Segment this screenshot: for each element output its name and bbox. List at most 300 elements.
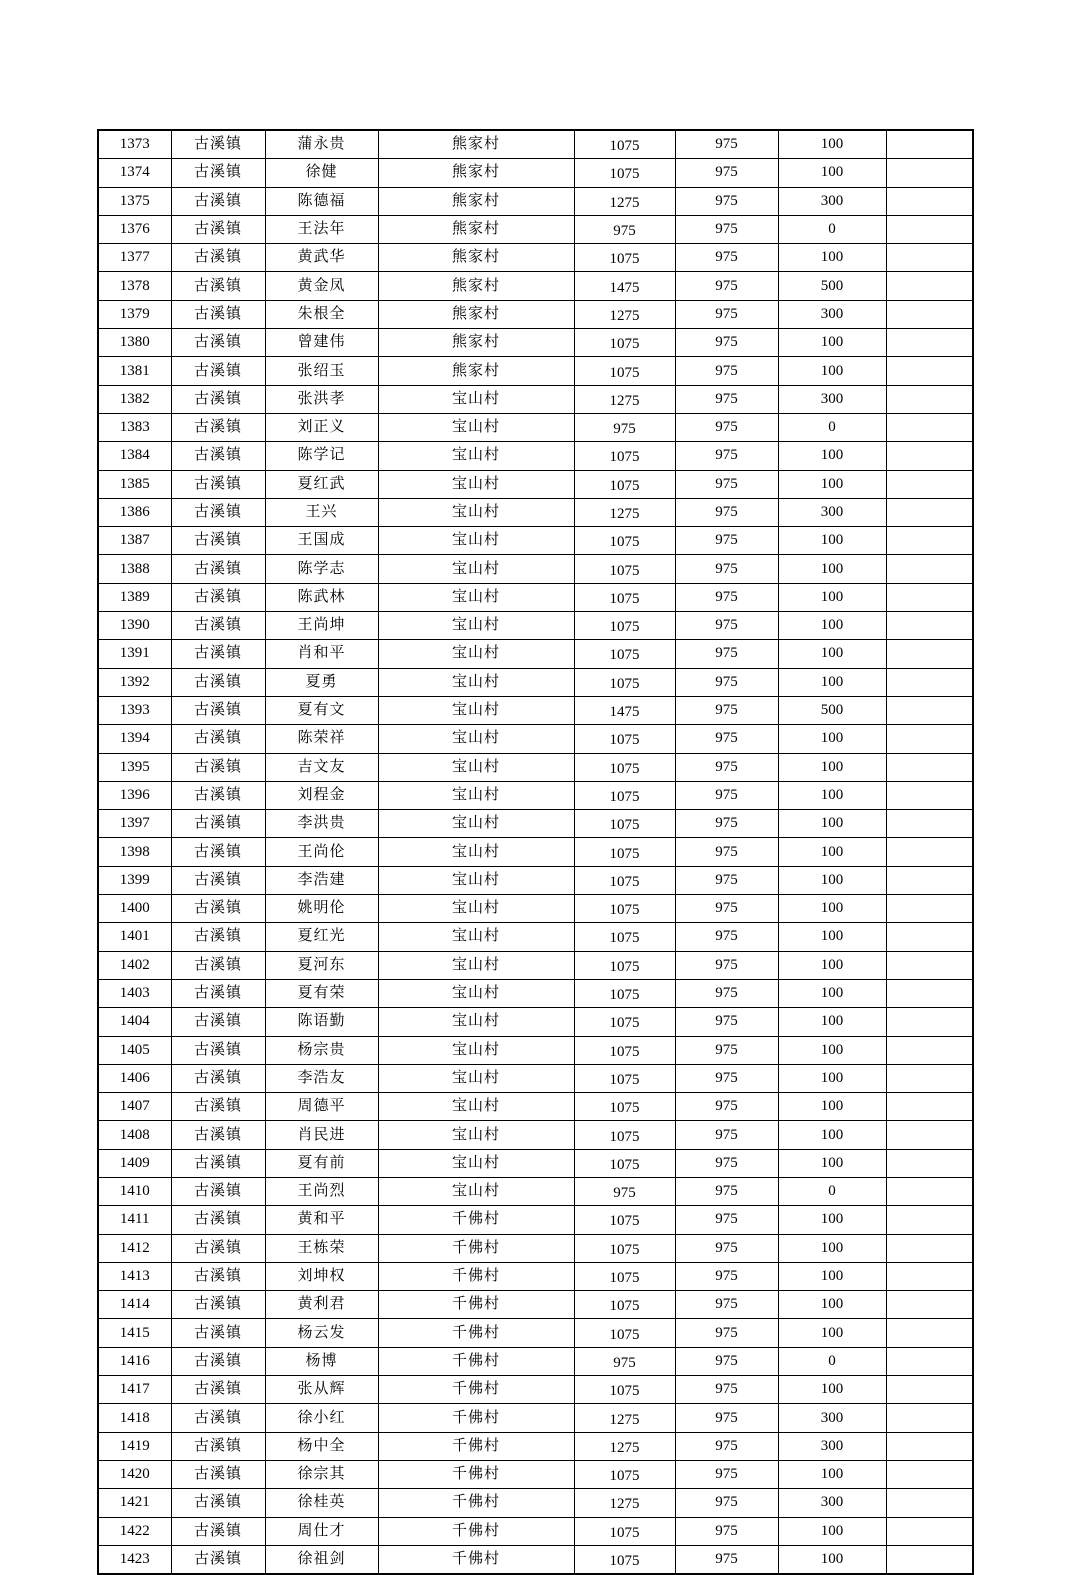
cell-amount-b: 975	[675, 1460, 778, 1488]
cell-remark	[886, 413, 973, 441]
cell-town: 古溪镇	[171, 725, 265, 753]
cell-number: 1403	[98, 979, 171, 1007]
cell-amount-b: 975	[675, 329, 778, 357]
cell-amount-diff: 0	[778, 215, 886, 243]
cell-remark	[886, 640, 973, 668]
cell-remark	[886, 1064, 973, 1092]
cell-name: 黄利君	[265, 1291, 378, 1319]
cell-village: 千佛村	[378, 1291, 574, 1319]
cell-amount-b: 975	[675, 979, 778, 1007]
cell-amount-a: 975	[574, 413, 675, 441]
cell-name: 王尚伦	[265, 838, 378, 866]
cell-town: 古溪镇	[171, 612, 265, 640]
cell-name: 周仕才	[265, 1517, 378, 1545]
cell-amount-diff: 100	[778, 1093, 886, 1121]
cell-number: 1383	[98, 413, 171, 441]
cell-amount-b: 975	[675, 781, 778, 809]
cell-town: 古溪镇	[171, 470, 265, 498]
table-row	[98, 1517, 973, 1545]
cell-amount-b: 975	[675, 696, 778, 724]
cell-amount-b: 975	[675, 1036, 778, 1064]
cell-village: 宝山村	[378, 527, 574, 555]
cell-name: 夏红光	[265, 923, 378, 951]
cell-village: 千佛村	[378, 1432, 574, 1460]
cell-number: 1381	[98, 357, 171, 385]
cell-number: 1420	[98, 1460, 171, 1488]
table-row	[98, 1121, 973, 1149]
cell-remark	[886, 583, 973, 611]
cell-number: 1374	[98, 159, 171, 187]
table-row	[98, 725, 973, 753]
table-row	[98, 951, 973, 979]
table-row	[98, 1489, 973, 1517]
cell-amount-b: 975	[675, 640, 778, 668]
cell-name: 张从辉	[265, 1376, 378, 1404]
cell-amount-a: 975	[574, 215, 675, 243]
cell-amount-a: 1275	[574, 300, 675, 328]
cell-town: 古溪镇	[171, 1376, 265, 1404]
cell-village: 千佛村	[378, 1460, 574, 1488]
cell-name: 陈语勤	[265, 1008, 378, 1036]
cell-village: 宝山村	[378, 696, 574, 724]
table-row	[98, 357, 973, 385]
cell-name: 陈德福	[265, 187, 378, 215]
cell-number: 1373	[98, 130, 171, 159]
table-row	[98, 1545, 973, 1574]
cell-amount-b: 975	[675, 725, 778, 753]
cell-amount-b: 975	[675, 1376, 778, 1404]
cell-village: 宝山村	[378, 1064, 574, 1092]
cell-remark	[886, 1319, 973, 1347]
cell-amount-diff: 100	[778, 895, 886, 923]
cell-remark	[886, 555, 973, 583]
cell-amount-diff: 100	[778, 753, 886, 781]
cell-amount-diff: 0	[778, 1347, 886, 1375]
cell-amount-a: 1075	[574, 1149, 675, 1177]
cell-number: 1395	[98, 753, 171, 781]
cell-name: 姚明伦	[265, 895, 378, 923]
cell-amount-a: 1075	[574, 244, 675, 272]
cell-remark	[886, 527, 973, 555]
cell-town: 古溪镇	[171, 810, 265, 838]
table-row	[98, 555, 973, 583]
table-row	[98, 1036, 973, 1064]
cell-village: 熊家村	[378, 130, 574, 159]
cell-town: 古溪镇	[171, 1404, 265, 1432]
cell-amount-b: 975	[675, 583, 778, 611]
cell-remark	[886, 187, 973, 215]
cell-amount-a: 1275	[574, 498, 675, 526]
cell-amount-diff: 100	[778, 612, 886, 640]
cell-name: 陈武林	[265, 583, 378, 611]
cell-amount-a: 1075	[574, 1121, 675, 1149]
cell-remark	[886, 781, 973, 809]
cell-remark	[886, 272, 973, 300]
cell-town: 古溪镇	[171, 1489, 265, 1517]
cell-amount-diff: 100	[778, 1291, 886, 1319]
cell-name: 张绍玉	[265, 357, 378, 385]
cell-number: 1376	[98, 215, 171, 243]
cell-amount-diff: 100	[778, 640, 886, 668]
cell-village: 熊家村	[378, 357, 574, 385]
cell-number: 1402	[98, 951, 171, 979]
cell-village: 熊家村	[378, 159, 574, 187]
cell-amount-b: 975	[675, 1347, 778, 1375]
cell-amount-diff: 0	[778, 413, 886, 441]
table-row	[98, 838, 973, 866]
cell-amount-diff: 100	[778, 810, 886, 838]
cell-amount-diff: 100	[778, 527, 886, 555]
cell-amount-b: 975	[675, 555, 778, 583]
cell-remark	[886, 1404, 973, 1432]
cell-amount-diff: 100	[778, 1036, 886, 1064]
table-row	[98, 1460, 973, 1488]
cell-remark	[886, 895, 973, 923]
cell-amount-a: 1075	[574, 1291, 675, 1319]
cell-amount-b: 975	[675, 357, 778, 385]
cell-village: 宝山村	[378, 583, 574, 611]
cell-amount-a: 1075	[574, 555, 675, 583]
cell-remark	[886, 498, 973, 526]
cell-amount-diff: 100	[778, 1064, 886, 1092]
cell-number: 1379	[98, 300, 171, 328]
cell-number: 1377	[98, 244, 171, 272]
cell-amount-diff: 300	[778, 385, 886, 413]
cell-amount-b: 975	[675, 753, 778, 781]
table-row	[98, 810, 973, 838]
cell-remark	[886, 951, 973, 979]
cell-amount-diff: 100	[778, 159, 886, 187]
cell-name: 王尚烈	[265, 1177, 378, 1205]
cell-town: 古溪镇	[171, 1177, 265, 1205]
cell-amount-diff: 300	[778, 300, 886, 328]
cell-town: 古溪镇	[171, 1262, 265, 1290]
cell-town: 古溪镇	[171, 527, 265, 555]
cell-amount-diff: 100	[778, 1121, 886, 1149]
cell-name: 陈学志	[265, 555, 378, 583]
cell-remark	[886, 1177, 973, 1205]
cell-amount-diff: 100	[778, 357, 886, 385]
cell-amount-a: 1075	[574, 470, 675, 498]
cell-amount-a: 1075	[574, 442, 675, 470]
cell-amount-b: 975	[675, 215, 778, 243]
cell-name: 杨博	[265, 1347, 378, 1375]
cell-remark	[886, 130, 973, 159]
cell-amount-b: 975	[675, 1177, 778, 1205]
cell-remark	[886, 1432, 973, 1460]
cell-town: 古溪镇	[171, 1517, 265, 1545]
cell-number: 1405	[98, 1036, 171, 1064]
cell-town: 古溪镇	[171, 1121, 265, 1149]
cell-village: 宝山村	[378, 725, 574, 753]
cell-remark	[886, 1291, 973, 1319]
table-row	[98, 244, 973, 272]
cell-name: 徐健	[265, 159, 378, 187]
table-row	[98, 696, 973, 724]
cell-town: 古溪镇	[171, 923, 265, 951]
table-row	[98, 1234, 973, 1262]
cell-town: 古溪镇	[171, 130, 265, 159]
cell-amount-b: 975	[675, 612, 778, 640]
cell-name: 李洪贵	[265, 810, 378, 838]
cell-village: 宝山村	[378, 895, 574, 923]
cell-remark	[886, 1262, 973, 1290]
cell-number: 1414	[98, 1291, 171, 1319]
cell-amount-b: 975	[675, 1234, 778, 1262]
cell-village: 千佛村	[378, 1404, 574, 1432]
cell-amount-diff: 100	[778, 1262, 886, 1290]
cell-amount-b: 975	[675, 527, 778, 555]
cell-village: 宝山村	[378, 1149, 574, 1177]
cell-village: 宝山村	[378, 1093, 574, 1121]
cell-town: 古溪镇	[171, 895, 265, 923]
cell-town: 古溪镇	[171, 159, 265, 187]
cell-amount-b: 975	[675, 668, 778, 696]
cell-amount-b: 975	[675, 1517, 778, 1545]
cell-remark	[886, 442, 973, 470]
table-row	[98, 866, 973, 894]
cell-amount-b: 975	[675, 1008, 778, 1036]
cell-town: 古溪镇	[171, 979, 265, 1007]
cell-amount-a: 1075	[574, 753, 675, 781]
cell-amount-b: 975	[675, 130, 778, 159]
cell-number: 1400	[98, 895, 171, 923]
cell-town: 古溪镇	[171, 1432, 265, 1460]
cell-name: 徐祖剑	[265, 1545, 378, 1574]
cell-number: 1394	[98, 725, 171, 753]
cell-town: 古溪镇	[171, 866, 265, 894]
table-row	[98, 527, 973, 555]
cell-amount-diff: 100	[778, 442, 886, 470]
cell-name: 朱根全	[265, 300, 378, 328]
cell-name: 张洪孝	[265, 385, 378, 413]
cell-village: 宝山村	[378, 781, 574, 809]
cell-remark	[886, 1149, 973, 1177]
cell-amount-b: 975	[675, 1093, 778, 1121]
cell-amount-diff: 100	[778, 1149, 886, 1177]
cell-amount-a: 1075	[574, 1064, 675, 1092]
cell-village: 千佛村	[378, 1545, 574, 1574]
cell-village: 宝山村	[378, 979, 574, 1007]
cell-amount-diff: 100	[778, 470, 886, 498]
table-row	[98, 300, 973, 328]
table-row	[98, 470, 973, 498]
cell-amount-a: 1075	[574, 1008, 675, 1036]
cell-town: 古溪镇	[171, 1234, 265, 1262]
cell-number: 1378	[98, 272, 171, 300]
cell-village: 千佛村	[378, 1517, 574, 1545]
cell-village: 千佛村	[378, 1319, 574, 1347]
cell-village: 宝山村	[378, 555, 574, 583]
cell-number: 1384	[98, 442, 171, 470]
table-body	[98, 130, 973, 1574]
cell-town: 古溪镇	[171, 1545, 265, 1574]
cell-number: 1407	[98, 1093, 171, 1121]
table-row	[98, 583, 973, 611]
cell-amount-b: 975	[675, 159, 778, 187]
table-row	[98, 130, 973, 159]
table-row	[98, 612, 973, 640]
cell-town: 古溪镇	[171, 753, 265, 781]
cell-village: 宝山村	[378, 1036, 574, 1064]
cell-number: 1408	[98, 1121, 171, 1149]
cell-remark	[886, 1517, 973, 1545]
cell-amount-b: 975	[675, 272, 778, 300]
cell-amount-diff: 100	[778, 923, 886, 951]
table-row	[98, 1347, 973, 1375]
cell-remark	[886, 385, 973, 413]
cell-amount-a: 1075	[574, 1545, 675, 1574]
cell-amount-b: 975	[675, 1319, 778, 1347]
table-row	[98, 753, 973, 781]
cell-village: 熊家村	[378, 244, 574, 272]
cell-remark	[886, 866, 973, 894]
cell-remark	[886, 923, 973, 951]
cell-amount-b: 975	[675, 838, 778, 866]
cell-number: 1413	[98, 1262, 171, 1290]
cell-village: 熊家村	[378, 300, 574, 328]
table-row	[98, 215, 973, 243]
cell-remark	[886, 612, 973, 640]
cell-amount-diff: 300	[778, 498, 886, 526]
cell-amount-b: 975	[675, 1149, 778, 1177]
cell-village: 宝山村	[378, 498, 574, 526]
table-row	[98, 413, 973, 441]
cell-town: 古溪镇	[171, 555, 265, 583]
cell-remark	[886, 300, 973, 328]
cell-town: 古溪镇	[171, 1347, 265, 1375]
cell-amount-diff: 500	[778, 696, 886, 724]
cell-amount-diff: 300	[778, 1404, 886, 1432]
cell-amount-a: 975	[574, 1177, 675, 1205]
table-row	[98, 1206, 973, 1234]
cell-name: 夏有前	[265, 1149, 378, 1177]
cell-amount-b: 975	[675, 1291, 778, 1319]
cell-amount-diff: 100	[778, 130, 886, 159]
cell-village: 千佛村	[378, 1234, 574, 1262]
cell-amount-b: 975	[675, 1545, 778, 1574]
cell-village: 宝山村	[378, 1121, 574, 1149]
cell-amount-a: 1075	[574, 951, 675, 979]
table-row	[98, 1376, 973, 1404]
cell-amount-a: 1075	[574, 725, 675, 753]
cell-amount-diff: 100	[778, 866, 886, 894]
cell-number: 1392	[98, 668, 171, 696]
cell-remark	[886, 1036, 973, 1064]
cell-number: 1417	[98, 1376, 171, 1404]
cell-village: 千佛村	[378, 1206, 574, 1234]
cell-amount-a: 1075	[574, 1262, 675, 1290]
cell-amount-a: 1075	[574, 1036, 675, 1064]
cell-town: 古溪镇	[171, 1093, 265, 1121]
cell-number: 1390	[98, 612, 171, 640]
cell-number: 1415	[98, 1319, 171, 1347]
cell-amount-b: 975	[675, 470, 778, 498]
cell-amount-a: 1075	[574, 866, 675, 894]
cell-remark	[886, 1376, 973, 1404]
cell-village: 宝山村	[378, 1008, 574, 1036]
table-row	[98, 1064, 973, 1092]
cell-town: 古溪镇	[171, 498, 265, 526]
cell-town: 古溪镇	[171, 696, 265, 724]
table-row	[98, 1319, 973, 1347]
cell-village: 宝山村	[378, 470, 574, 498]
cell-amount-b: 975	[675, 413, 778, 441]
cell-remark	[886, 159, 973, 187]
cell-amount-a: 1075	[574, 838, 675, 866]
cell-town: 古溪镇	[171, 583, 265, 611]
cell-name: 夏有文	[265, 696, 378, 724]
cell-amount-a: 1075	[574, 810, 675, 838]
cell-name: 夏有荣	[265, 979, 378, 1007]
cell-amount-b: 975	[675, 1121, 778, 1149]
cell-town: 古溪镇	[171, 1206, 265, 1234]
cell-amount-diff: 100	[778, 329, 886, 357]
cell-name: 肖和平	[265, 640, 378, 668]
cell-number: 1422	[98, 1517, 171, 1545]
cell-town: 古溪镇	[171, 781, 265, 809]
cell-amount-b: 975	[675, 895, 778, 923]
table-row	[98, 187, 973, 215]
cell-remark	[886, 753, 973, 781]
cell-amount-diff: 100	[778, 668, 886, 696]
cell-name: 王国成	[265, 527, 378, 555]
cell-name: 李浩建	[265, 866, 378, 894]
cell-name: 黄武华	[265, 244, 378, 272]
cell-village: 千佛村	[378, 1262, 574, 1290]
cell-village: 宝山村	[378, 385, 574, 413]
table-row	[98, 895, 973, 923]
cell-amount-diff: 100	[778, 1517, 886, 1545]
cell-village: 宝山村	[378, 923, 574, 951]
cell-name: 王兴	[265, 498, 378, 526]
cell-town: 古溪镇	[171, 838, 265, 866]
cell-village: 宝山村	[378, 866, 574, 894]
cell-amount-a: 1075	[574, 1376, 675, 1404]
cell-amount-a: 1075	[574, 357, 675, 385]
cell-amount-a: 1275	[574, 1432, 675, 1460]
cell-town: 古溪镇	[171, 413, 265, 441]
cell-name: 陈荣祥	[265, 725, 378, 753]
cell-amount-a: 1275	[574, 1489, 675, 1517]
table-row	[98, 781, 973, 809]
cell-number: 1396	[98, 781, 171, 809]
cell-name: 王尚坤	[265, 612, 378, 640]
cell-village: 宝山村	[378, 612, 574, 640]
cell-amount-diff: 100	[778, 555, 886, 583]
cell-amount-a: 1075	[574, 159, 675, 187]
table-row	[98, 272, 973, 300]
cell-amount-a: 1075	[574, 1206, 675, 1234]
cell-amount-diff: 100	[778, 951, 886, 979]
cell-remark	[886, 215, 973, 243]
cell-amount-a: 1475	[574, 272, 675, 300]
cell-village: 熊家村	[378, 215, 574, 243]
cell-name: 蒲永贵	[265, 130, 378, 159]
cell-amount-a: 1275	[574, 385, 675, 413]
cell-amount-diff: 100	[778, 781, 886, 809]
cell-amount-diff: 100	[778, 838, 886, 866]
cell-village: 宝山村	[378, 1177, 574, 1205]
cell-number: 1421	[98, 1489, 171, 1517]
cell-amount-diff: 100	[778, 1206, 886, 1234]
cell-number: 1382	[98, 385, 171, 413]
cell-name: 曾建伟	[265, 329, 378, 357]
cell-village: 宝山村	[378, 668, 574, 696]
table-row	[98, 1177, 973, 1205]
cell-number: 1399	[98, 866, 171, 894]
cell-remark	[886, 696, 973, 724]
